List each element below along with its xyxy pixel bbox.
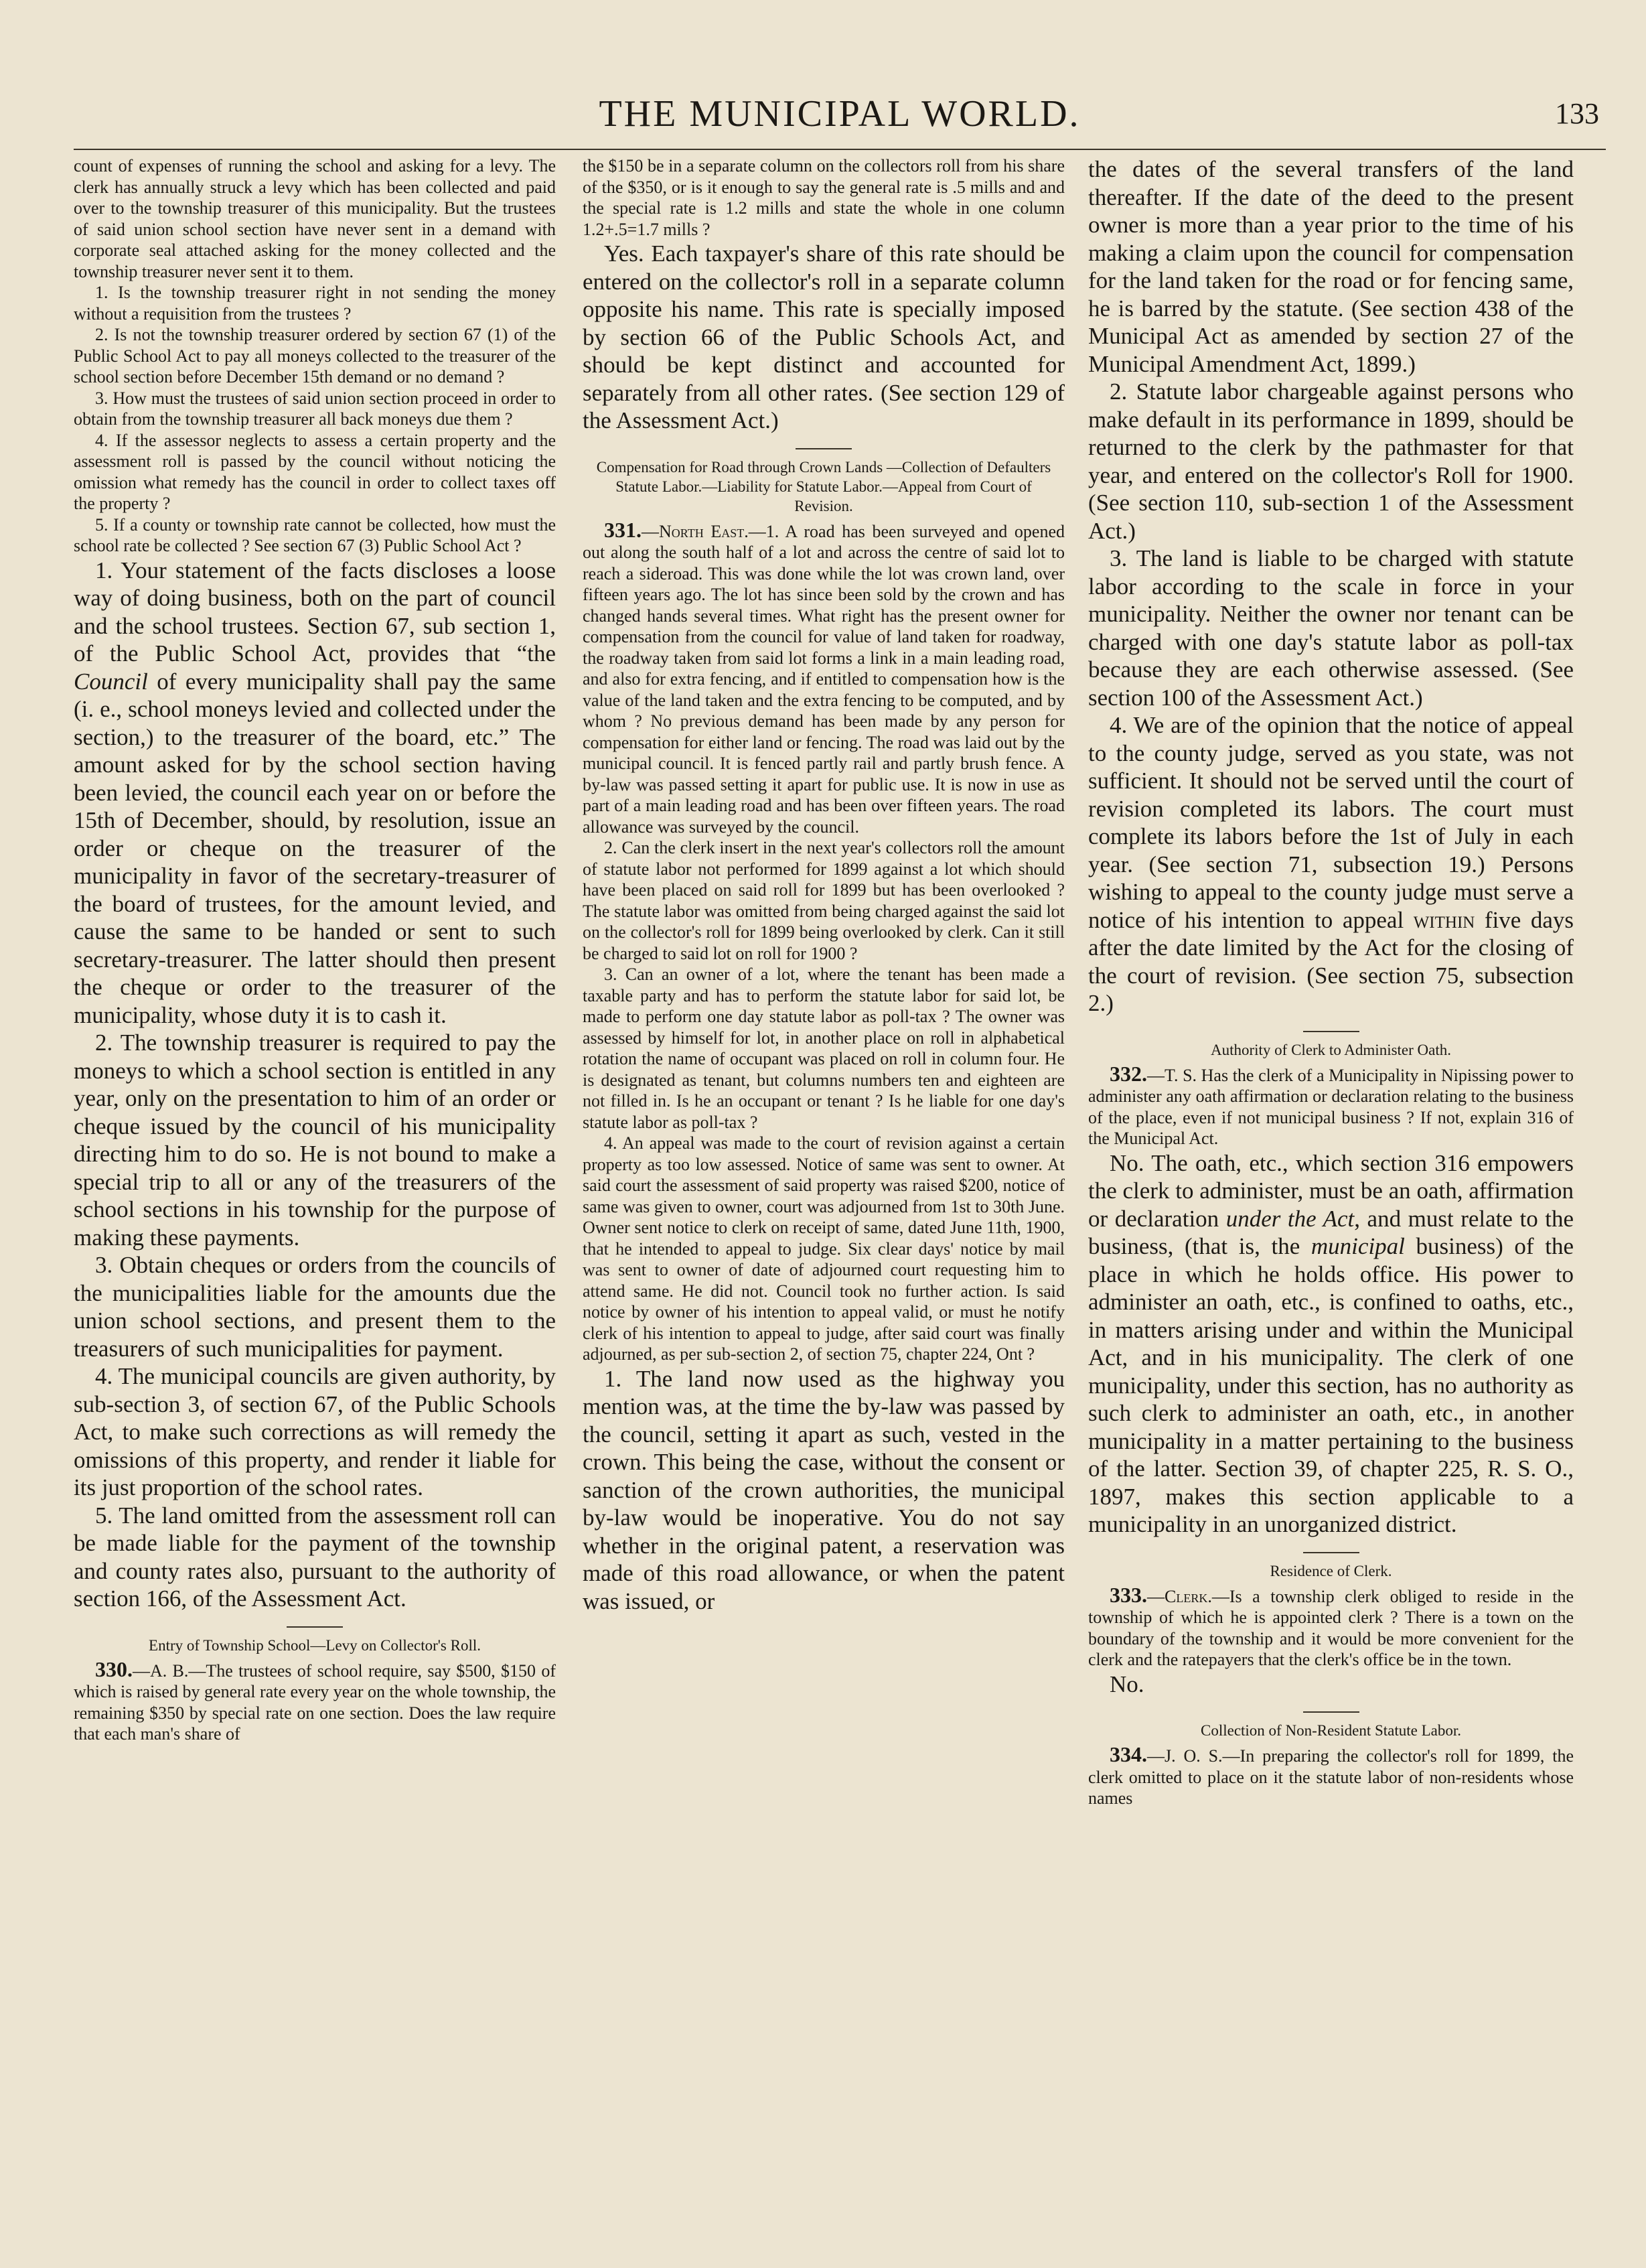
heading-330: Entry of Township School—Levy on Collector's Roll. (149, 1636, 481, 1654)
answer-331-3: 3. The land is liable to be charged with statute labor according to the scale in force in your municipality. Neither the owner nor tenant can be charged with one day's statute labor as poll-tax because they are each otherwise assessed. (See section 100 of the Assessment Act.) (1088, 545, 1574, 711)
question-329-4: 4. If the assessor neglects to assess a certain property and the assessment roll is passed by the council without noticing the omission what remedy has the council in order to collect taxes off the property ? (74, 430, 556, 513)
heading-333: Residence of Clerk. (1270, 1562, 1392, 1579)
question-329-3: 3. How must the trustees of said union section proceed in order to obtain from the township treasurer all back moneys due them ? (74, 388, 556, 429)
answer-329-4: 4. The municipal councils are given authority, by sub-section 3, of section 67, of the Public Schools Act, to make such corrections as will remedy the omissions of this property, and render it liable for its just proportion of the school rates. (74, 1363, 556, 1500)
answer-329-2: 2. The township treasurer is required to pay the moneys to which a school section is entitled in any year, only on the presentation to him of an order or cheque issued by the council of his municipality directing him to do so. He is not bound to make a special trip to all or any of the treasurers of the school sections in his township for the purpose of making these payments. (74, 1030, 556, 1251)
heading-332: Authority of Clerk to Administer Oath. (1210, 1041, 1451, 1058)
answer-331-1: 1. The land now used as the highway you mention was, at the time the by-law was passed by the council, setting it apart as such, vested in the crown. This being the case, without the consent or sanction of the crown authorities, the municipal by-law would be inoperative. You do not say whether in the original patent, a reservation was made of this road allowance, or when the patent was issued, or (583, 1365, 1065, 1614)
question-329-1: 1. Is the township treasurer right in not sending the money without a requisition from the trustees ? (74, 283, 556, 324)
question-333: 333.—Clerk.—Is a township clerk obliged to reside in the township of which he is appointed clerk ? There is a town on the boundary of the township and it would be more convenient for the clerk and the ratepayers that the clerk's office be in the town. (1088, 1582, 1574, 1669)
masthead-title: THE MUNICIPAL WORLD. (599, 93, 1081, 135)
answer-330: Yes. Each taxpayer's share of this rate should be entered on the collector's roll in a separate column opposite his name. This rate is specially imposed by section 66 of the Public Schools Act, and should be kept distinct and accounted for separately from all other rates. (See section 129 of the Assessment Act.) (583, 240, 1065, 433)
question-331-3: 3. Can an owner of a lot, where the tenant has been made a taxable party and has to perform the statute labor for said lot, be made to perform one day statute labor as poll-tax ? The owner was assessed by himself for lot, in another place on roll in alphabetical rotation the name of occupant was placed on roll in column four. He is designated as tenant, but columns numbers ten and eighteen are not filled in. Is he an occupant or tenant ? Is he liable for one day's statute labor as poll-tax ? (583, 965, 1065, 1132)
section-divider (1303, 1031, 1359, 1032)
answer-331-2: 2. Statute labor chargeable against persons who make default in its performance in 1899, should be returned to the clerk by the pathmaster for that year, and entered on the collector's Roll for 1900. (See section 110, sub-section 1 of the Assessment Act.) (1088, 378, 1574, 544)
section-divider (1303, 1711, 1359, 1713)
answer-329-5: 5. The land omitted from the assessment roll can be made liable for the payment of the township and county rates also, pursuant to the authority of section 166, of the Assessment Act. (74, 1502, 556, 1612)
question-331-1: 331.—North East.—1. A road has been surveyed and opened out along the south half of a lot and across the centre of said lot to reach a sideroad. This was done while the lot was crown land, over fifteen years ago. The lot has since been sold by the crown and has changed hands several times. What right has the present owner for compensation from the council for value of land taken for roadway, the roadway taken from said lot forms a link in a main leading road, and also for extra fencing, and if entitled to compensation how is the value of the land taken and the extra fencing to be computed, and by whom ? No previous demand has been made by any person for compensation for either land or fencing. The road was laid out by the municipal council. It is fenced partly rail and partly brush fence. A by-law was passed setting it apart for public use. It is now in use as part of a main leading road and has been over fifteen years. The road allowance was surveyed by the council. (583, 517, 1065, 837)
column-3 (1088, 155, 1574, 2241)
question-332: 332.—T. S. Has the clerk of a Municipality in Nipissing power to administer any oath affirmation or declaration relating to the business of the place, even if not municipal business ? If not, explain 316 of the Municipal Act. (1088, 1061, 1574, 1148)
question-329-5: 5. If a county or township rate cannot be collected, how must the school rate be collected ? See section 67 (3) Public School Act ? (74, 514, 556, 555)
question-330-continued: the $150 be in a separate column on the collectors roll from his share of the $350, or is it enough to say the general rate is .5 mills and and the special rate is 1.2 mills and state the whole in one column 1.2+.5=1.7 mills ? (583, 156, 1065, 239)
question-329-intro: count of expenses of running the school and asking for a levy. The clerk has annually struck a levy which has been collected and paid over to the township treasurer of this municipality. But the trustees of said union school section have never sent in a demand with corporate seal attached asking for the money collected and the township treasurer never sent it to them. (74, 156, 556, 281)
answer-333: No. (1110, 1671, 1144, 1697)
answer-329-3: 3. Obtain cheques or orders from the councils of the municipalities liable for the amounts due the union school sections, and present them to the treasurers of such municipalities for payment. (74, 1252, 556, 1362)
question-331-4: 4. An appeal was made to the court of revision against a certain property as too low assessed. Notice of same was sent to owner. At said court the assessment of said property was raised $200, notice of same was given to owner, court was adjourned from 1st to 30th June. Owner sent notice to clerk on receipt of same, dated June 11th, 1900, that he intended to appeal to judge. Six clear days' notice by mail was sent to owner of date of adjourned court requesting him to attend same. He did not. Council took no further action. Is said notice by owner of his intention to appeal valid, or must he notify clerk of his intention to appeal to judge, after said court was finally adjourned, as per sub-section 2, of section 75, chapter 224, Ont ? (583, 1133, 1065, 1364)
page-header (74, 92, 1606, 139)
column-2 (583, 155, 1065, 2241)
question-330: 330.—A. B.—The trustees of school require, say $500, $150 of which is raised by general rate every year on the whole township, the remaining $350 by special rate on one section. Does the law require that each man's share of (74, 1656, 556, 1744)
question-329-2: 2. Is not the township treasurer ordered by section 67 (1) of the Public School Act to pay all moneys collected to the treasurer of the school section before December 15th demand or no demand ? (74, 325, 556, 386)
answer-331-4: 4. We are of the opinion that the notice of appeal to the county judge, served as you state, was not sufficient. It should not be served until the court of revision completed its labors. The court must complete its labors before the 1st of July in each year. (See section 71, subsection 19.) Persons wishing to appeal to the county judge must serve a notice of his intention to appeal within five days after the date limited by the Act for the closing of the court of revision. (See section 75, subsection 2.) (1088, 712, 1574, 1016)
section-divider (287, 1626, 343, 1628)
answer-332: No. The oath, etc., which section 316 empowers the clerk to administer, must be an oath, affirmation or declaration under the Act, and must relate to the business, (that is, the municipal business) of the place in which he holds office. His power to administer an oath, etc., is confined to oaths, etc., in matters arising under and within the Municipal Act, and in his municipality. The clerk of one municipality, under this section, has no authority as such clerk to administer an oath, etc., in another municipality in a matter pertaining to the business of the latter. Section 39, of chapter 225, R. S. O., 1897, makes this section applicable to a municipality in an unorganized district. (1088, 1149, 1574, 1537)
answer-329-1: 1. Your statement of the facts discloses a loose way of doing business, both on the part of council and the school trustees. Section 67, sub section 1, of the Public School Act, provides that “the Council of every municipality shall pay the same (i. e., school moneys levied and collected under the section,) to the treasurer of the board, etc.” The amount asked for by the school section having been levied, the council each year on or before the 15th of December, should, by resolution, issue an order or cheque on the treasurer of the municipality in favor of the secretary-treasurer of the board of trustees, for the amount levied, and cause the same to be handed or sent to such secretary-treasurer. The latter should then present the cheque or order to the treasurer of the municipality, whose duty it is to cash it. (74, 557, 556, 1028)
header-rule (74, 149, 1606, 150)
page-number: 133 (1555, 97, 1599, 130)
column-1 (74, 155, 556, 2241)
heading-331: Compensation for Road through Crown Lands —Collection of Defaulters Statute Labor.—Liability for Statute Labor.—Appeal from Court of Revision. (596, 458, 1051, 514)
answer-331-1-continued: the dates of the several transfers of the land thereafter. If the date of the deed to the present owner is more than a year prior to the time of his making a claim upon the council for compensation for the land taken for the road or for fencing same, he is barred by the statute. (See section 438 of the Municipal Act as amended by section 27 of the Municipal Amendment Act, 1899.) (1088, 156, 1574, 377)
section-divider (796, 448, 852, 449)
question-334: 334.—J. O. S.—In preparing the collector's roll for 1899, the clerk omitted to place on it the statute labor of non-residents whose names (1088, 1742, 1574, 1808)
heading-334: Collection of Non-Resident Statute Labor. (1200, 1722, 1461, 1739)
question-331-2: 2. Can the clerk insert in the next year's collectors roll the amount of statute labor not performed for 1899 against a lot which should have been placed on said roll for 1899 but has been overlooked ? The statute labor was omitted from being charged against the said lot on the collector's roll for 1899 being overlooked by clerk. Can it still be charged to said lot on roll for 1900 ? (583, 838, 1065, 963)
section-divider (1303, 1552, 1359, 1553)
